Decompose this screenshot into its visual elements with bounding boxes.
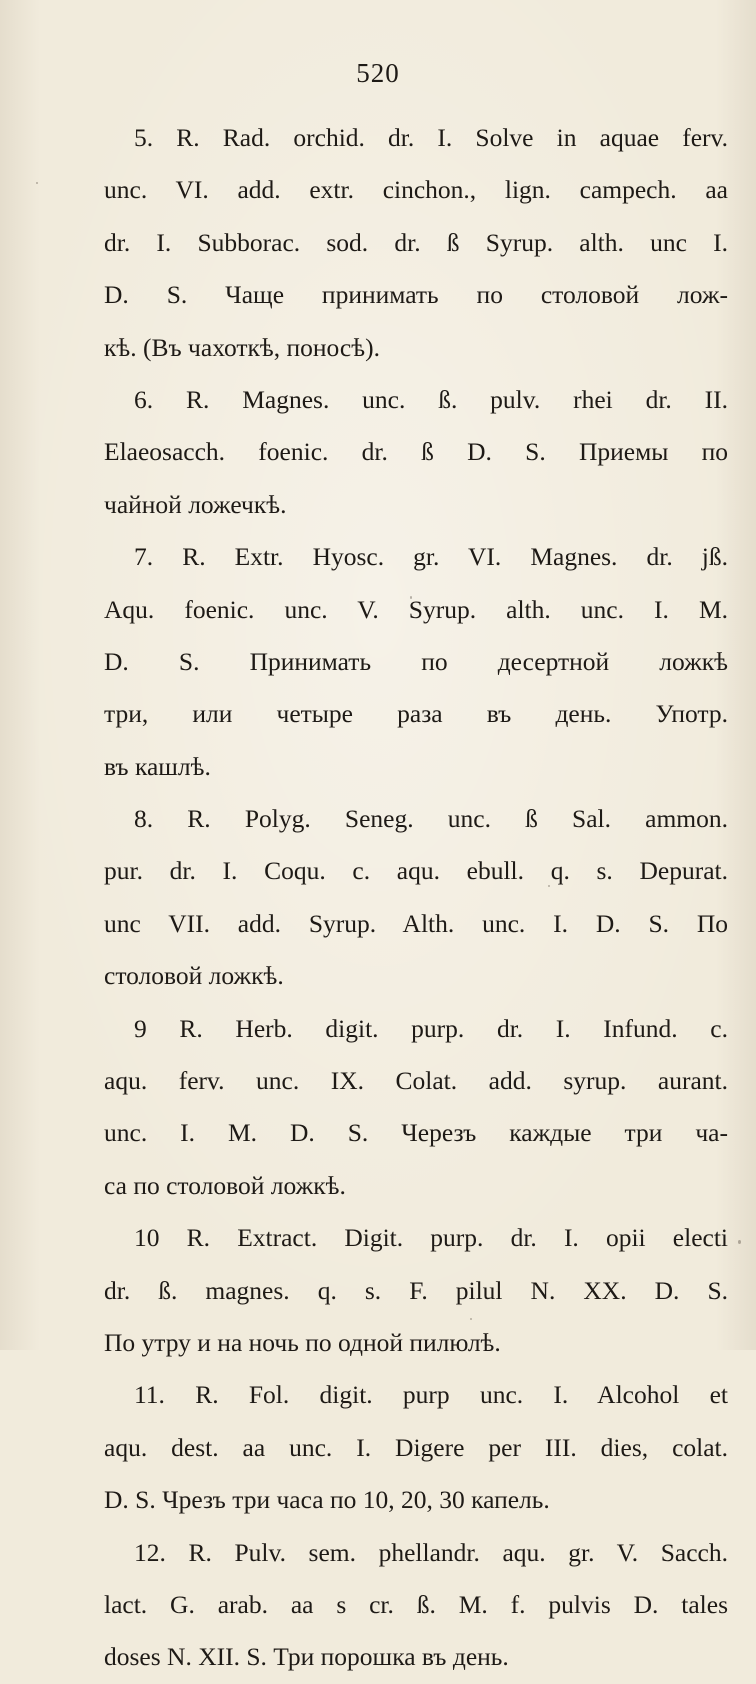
paper-speck [738, 1240, 741, 1244]
paper-speck [410, 596, 412, 599]
text-line: 7. R. Extr. Hyosc. gr. VI. Magnes. dr. jß. [134, 542, 728, 572]
text-line: три, или четыре раза въ день. Употр. [104, 699, 728, 729]
text-line: pur. dr. I. Coqu. c. aqu. ebull. q. s. Depurat. [104, 856, 728, 886]
text-line: D. S. Принимать по десертной ложкѣ [104, 646, 728, 676]
paper-speck [548, 885, 550, 887]
text-line: aqu. dest. aa unc. I. Digere per III. dies, colat. [104, 1432, 728, 1462]
text-line: D. S. Чрезъ три часа по 10, 20, 30 капель. [104, 1485, 550, 1515]
text-line: Elaeosacch. foenic. dr. ß D. S. Приемы по [104, 437, 728, 467]
text-line: doses N. XII. S. Три порошка въ день. [104, 1642, 509, 1672]
paper-speck [36, 182, 38, 184]
text-line: въ кашлѣ. [104, 751, 211, 781]
text-line: dr. ß. magnes. q. s. F. pilul N. XX. D. S. [104, 1275, 728, 1305]
text-line: 6. R. Magnes. unc. ß. pulv. rhei dr. II. [134, 384, 728, 414]
text-line: 8. R. Polyg. Seneg. unc. ß Sal. ammon. [134, 804, 728, 834]
text-line: чайной ложечкѣ. [104, 489, 287, 519]
text-line: unc VII. add. Syrup. Alth. unc. I. D. S. По [104, 908, 728, 938]
text-line: са по столовой ложкѣ. [104, 1170, 346, 1200]
text-line: unc. VI. add. extr. cinchon., lign. campech. aa [104, 175, 728, 205]
text-line: По утру и на ночь по одной пилюлѣ. [104, 1327, 501, 1357]
text-line: Aqu. foenic. unc. V. Syrup. alth. unc. I. M. [104, 594, 728, 624]
text-line: D. S. Чаще принимать по столовой лож- [104, 280, 728, 310]
text-line: кѣ. (Въ чахоткѣ, поносѣ). [104, 332, 380, 362]
text-line: unc. I. M. D. S. Черезъ каждые три ча- [104, 1118, 728, 1148]
text-line: 9 R. Herb. digit. purp. dr. I. Infund. c. [134, 1013, 728, 1043]
prescription-text [104, 112, 728, 1684]
text-line: 11. R. Fol. digit. purp unc. I. Alcohol et [134, 1380, 728, 1410]
text-line: столовой ложкѣ. [104, 961, 284, 991]
text-line: lact. G. arab. aa s cr. ß. M. f. pulvis D. tales [104, 1589, 728, 1619]
text-line: 12. R. Pulv. sem. phellandr. aqu. gr. V. Sacch. [134, 1537, 728, 1567]
text-line: 10 R. Extract. Digit. purp. dr. I. opii electi [134, 1223, 728, 1253]
text-line: aqu. ferv. unc. IX. Colat. add. syrup. aurant. [104, 1066, 728, 1096]
page-number: 520 [356, 58, 400, 88]
paper-speck [470, 1318, 472, 1320]
text-line: 5. R. Rad. orchid. dr. I. Solve in aquae ferv. [134, 123, 728, 152]
text-line: dr. I. Subborac. sod. dr. ß Syrup. alth. unc I. [104, 227, 728, 257]
